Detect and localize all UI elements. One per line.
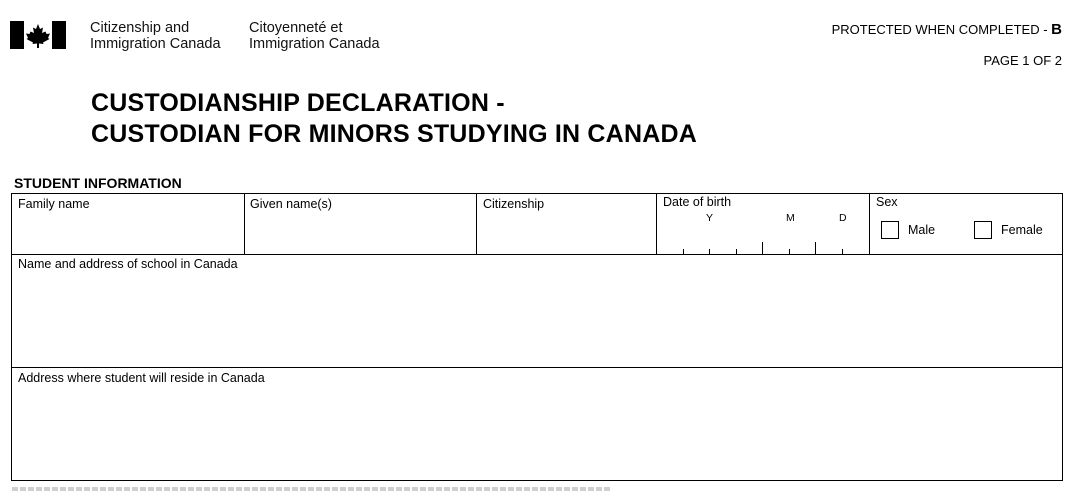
department-name-french	[249, 20, 380, 52]
citizenship-label: Citizenship	[483, 197, 545, 211]
department-en-line2: Immigration Canada	[90, 36, 221, 52]
school-name-address-label: Name and address of school in Canada	[18, 257, 238, 271]
next-section-cut-off	[12, 487, 612, 491]
date-of-birth-label: Date of birth	[663, 195, 732, 209]
protected-label: PROTECTED WHEN COMPLETED -	[831, 22, 1052, 37]
date-of-birth-field[interactable]	[657, 194, 869, 254]
citizenship-field[interactable]	[477, 194, 656, 254]
sex-female-label: Female	[1001, 223, 1043, 237]
given-names-label: Given name(s)	[250, 197, 332, 211]
dob-comb-separator	[762, 242, 763, 254]
residence-address-field[interactable]	[11, 367, 1063, 481]
section-heading-student-information: STUDENT INFORMATION	[14, 175, 182, 191]
department-fr-line2: Immigration Canada	[249, 36, 380, 52]
family-name-label: Family name	[18, 197, 90, 211]
department-en-line1: Citizenship and	[90, 20, 190, 36]
sex-female-checkbox[interactable]	[974, 221, 992, 239]
protected-level: B	[1051, 21, 1062, 38]
residence-address-label: Address where student will reside in Canada	[18, 371, 265, 385]
department-fr-line1: Citoyenneté et	[249, 20, 343, 36]
sex-male-checkbox[interactable]	[881, 221, 899, 239]
dob-day-label: D	[839, 212, 847, 224]
family-name-field[interactable]	[12, 194, 244, 254]
form-title-line1: CUSTODIANSHIP DECLARATION -	[91, 89, 505, 117]
sex-field	[870, 194, 1062, 254]
form-title-line2: CUSTODIAN FOR MINORS STUDYING IN CANADA	[91, 120, 697, 148]
page-indicator: PAGE 1 OF 2	[983, 53, 1062, 68]
form-title	[91, 88, 697, 150]
protected-notice	[832, 21, 1062, 38]
school-name-address-field[interactable]	[11, 254, 1063, 368]
sex-male-label: Male	[908, 223, 936, 237]
canada-flag-icon	[10, 21, 66, 49]
dob-month-label: M	[786, 212, 795, 224]
dob-year-label: Y	[706, 212, 714, 224]
dob-comb-separator	[815, 242, 816, 254]
department-name-english	[90, 20, 221, 52]
sex-label: Sex	[876, 195, 898, 209]
given-names-field[interactable]	[245, 194, 476, 254]
